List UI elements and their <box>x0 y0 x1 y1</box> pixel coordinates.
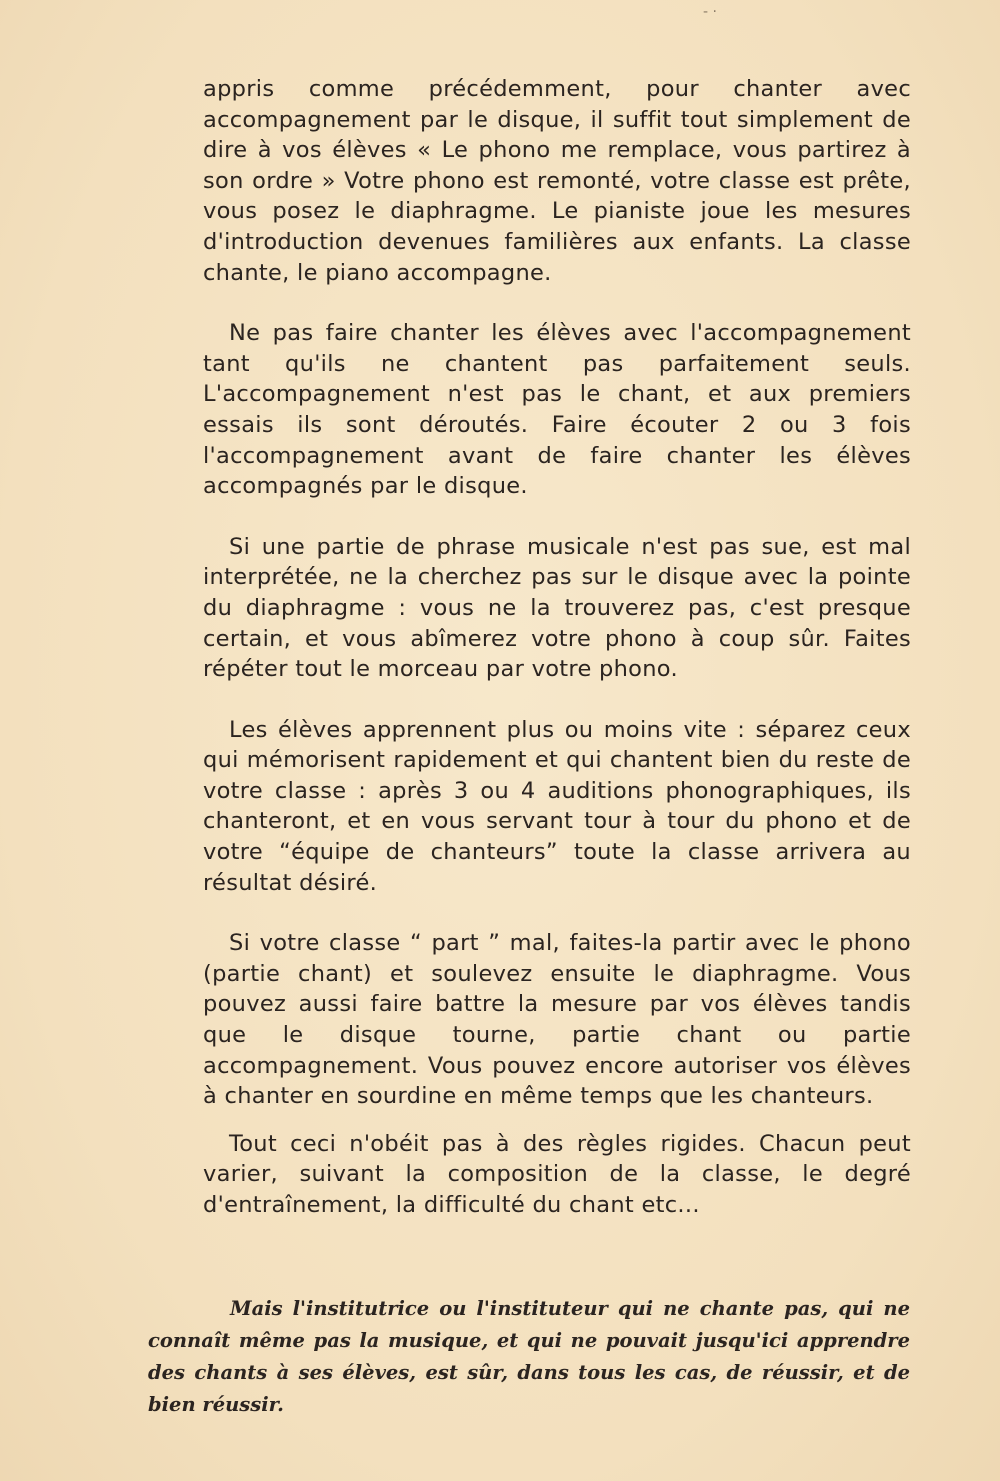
body-text <box>203 74 911 1221</box>
paragraph-2: Ne pas faire chanter les élèves avec l'accompagnement tant qu'ils ne chantent pas parfaitement seuls. L'accompagnement n'est pas le chant, et aux premiers essais ils sont déroutés. Faire écouter 2 ou 3 fois l'accompagnement avant de faire chanter les élèves accompagnés par le disque. <box>203 320 911 500</box>
paragraph-6: Tout ceci n'obéit pas à des règles rigides. Chacun peut varier, suivant la composition de la classe, le degré d'entraînement, la difficulté du chant etc... <box>203 1130 911 1218</box>
paragraph-5: Si votre classe “ part ” mal, faites-la partir avec le phono (partie chant) et soulevez ensuite le diaphragme. Vous pouvez aussi faire battre la mesure par vos élèves tandis que le disque tourne, partie chant ou partie accompagnement. Vous pouvez encore autoriser vos élèves à chanter en sourdine en même temps que les chanteurs. <box>203 930 911 1110</box>
paragraph-4: Les élèves apprennent plus ou moins vite : séparez ceux qui mémorisent rapidement et qui chantent bien du reste de votre classe : après 3 ou 4 auditions phonographiques, ils chanteront, et en vous servant tour à tour du phono et de votre “équipe de chanteurs” toute la classe arrivera au résultat désiré. <box>203 716 911 896</box>
paragraph-3: Si une partie de phrase musicale n'est pas sue, est mal interprétée, ne la cherchez pas sur le disque avec la pointe du diaphragme : vous ne la trouverez pas, c'est presque certain, et vous abîmerez votre phono à coup sûr. Faites répéter tout le morceau par votre phono. <box>203 533 911 683</box>
corner-marks: - · <box>703 4 717 20</box>
paragraph-1: appris comme précédemment, pour chanter avec accompagnement par le disque, il suffit tout simplement de dire à vos élèves « Le phono me remplace, vous partirez à son ordre » Votre phono est remonté, votre classe est prête, vous posez le diaphragme. Le pianiste joue les mesures d'introduction devenues familières aux enfants. La classe chante, le piano accompagne. <box>203 76 911 286</box>
closing-statement: Mais l'institutrice ou l'instituteur qui ne chante pas, qui ne connaît même pas la musique, et qui ne pouvait jusqu'ici apprendre des chants à ses élèves, est sûr, dans tous les cas, de réussir, et de bien réussir. <box>148 1297 910 1416</box>
